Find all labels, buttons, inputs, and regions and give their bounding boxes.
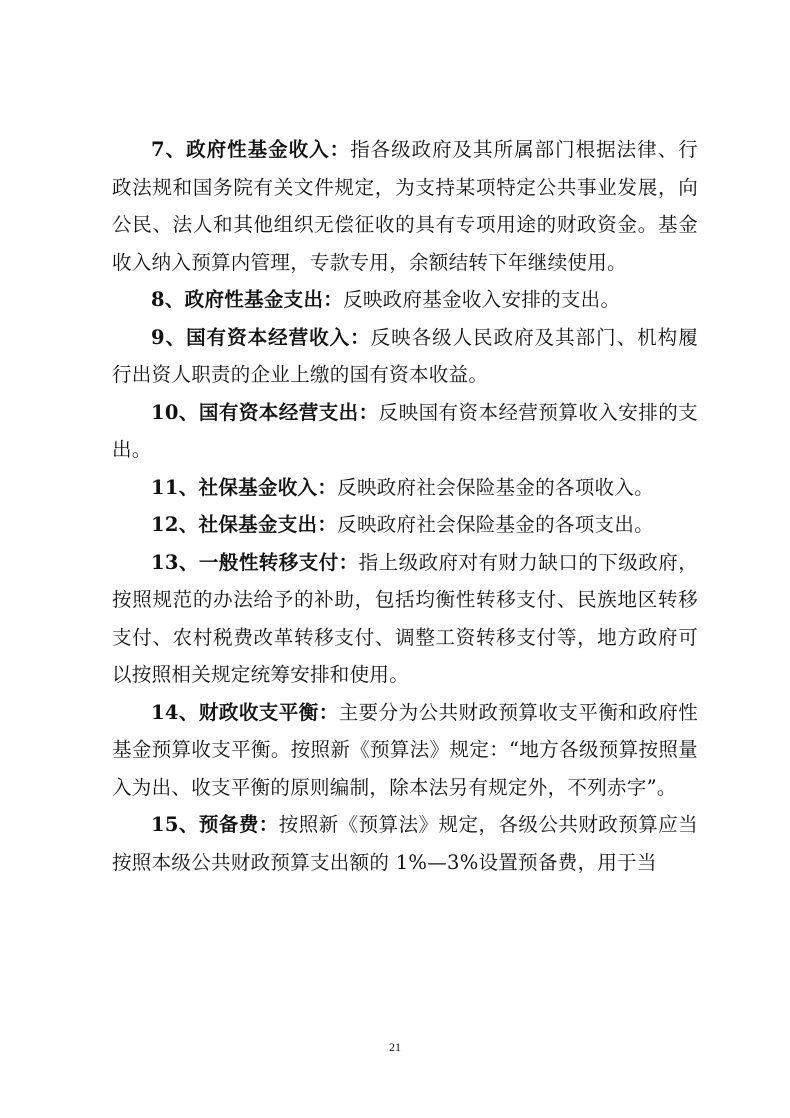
paragraph-item-9 [112, 319, 698, 394]
paragraph-item-12 [112, 506, 698, 544]
term-definition: 主要分为公共财政预算收支平衡和政府性基金预算收支平衡。按照新《预算法》规定：“地方各级预算按照量入为出、收支平衡的原则编制，除本法另有规定外，不列赤字”。 [112, 700, 698, 799]
paragraph-item-11 [112, 469, 698, 507]
term-definition: 反映国有资本经营预算收入安排的支出。 [112, 400, 698, 461]
term-definition: 反映政府基金收入安排的支出。 [343, 288, 621, 311]
term-label: 10、国有资本经营支出： [151, 400, 379, 424]
paragraph-item-15 [112, 806, 698, 881]
term-label: 9、国有资本经营收入： [151, 325, 371, 349]
paragraph-item-13 [112, 544, 698, 694]
term-label: 7、政府性基金收入： [151, 138, 351, 161]
paragraph-item-10 [112, 394, 698, 469]
term-label: 15、预备费： [151, 813, 279, 836]
term-definition: 按照新《预算法》规定，各级公共财政预算应当按照本级公共财政预算支出额的 1%—3%设置预备费，用于当 [112, 813, 698, 874]
term-definition: 反映政府社会保险基金的各项收入。 [337, 475, 654, 499]
term-definition: 指上级政府对有财力缺口的下级政府，按照规范的办法给予的补助，包括均衡性转移支付、民族地区转移支付、农村税费改革转移支付、调整工资转移支付等，地方政府可以按照相关规定统筹安排和使用。 [112, 550, 698, 686]
document-body [112, 131, 698, 881]
term-definition: 指各级政府及其所属部门根据法律、行政法规和国务院有关文件规定，为支持某项特定公共事业发展，向公民、法人和其他组织无偿征收的具有专项用途的财政资金。基金收入纳入预算内管理，专款专用，余额结转下年继续使用。 [112, 138, 698, 274]
term-label: 12、社保基金支出： [151, 513, 338, 536]
paragraph-item-7 [112, 131, 698, 281]
term-definition: 反映政府社会保险基金的各项支出。 [337, 513, 654, 536]
term-label: 8、政府性基金支出： [151, 288, 344, 311]
term-label: 11、社保基金收入： [151, 475, 338, 499]
term-label: 14、财政收支平衡： [151, 700, 339, 724]
paragraph-item-14 [112, 694, 698, 807]
paragraph-item-8 [112, 281, 698, 319]
term-definition: 反映各级人民政府及其部门、机构履行出资人职责的企业上缴的国有资本收益。 [112, 325, 698, 386]
term-label: 13、一般性转移支付： [151, 550, 359, 574]
page-number: 21 [389, 1040, 401, 1054]
